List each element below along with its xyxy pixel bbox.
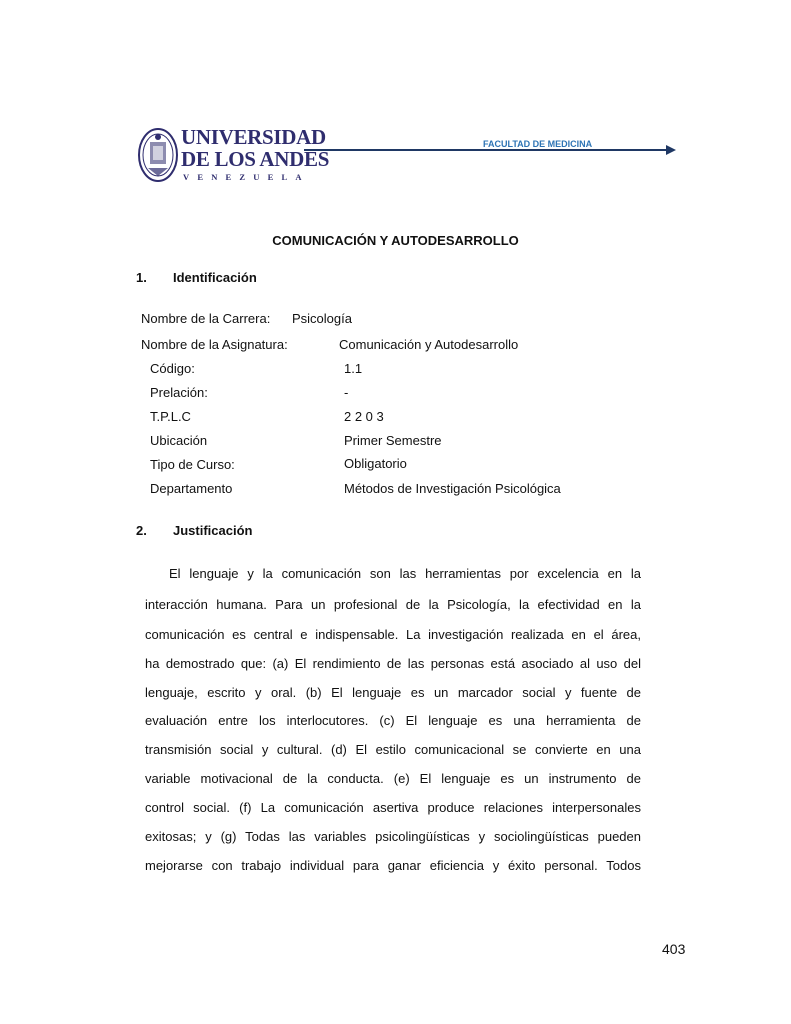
page-number: 403 xyxy=(662,941,686,957)
field-value: - xyxy=(344,385,349,400)
career-value: Psicología xyxy=(292,311,352,326)
document-title: COMUNICACIÓN Y AUTODESARROLLO xyxy=(272,233,519,248)
paragraph-line: evaluación entre los interlocutores. (c) El lenguaje es una herramienta de xyxy=(145,713,641,728)
career-label: Nombre de la Carrera: xyxy=(141,311,271,326)
paragraph-line: El lenguaje y la comunicación son las herramientas por excelencia en la xyxy=(169,566,641,581)
university-crest-icon xyxy=(138,128,178,182)
paragraph-line: exitosas; y (g) Todas las variables psicolingüísticas y sociolingüísticas pueden xyxy=(145,829,641,844)
field-label: Prelación: xyxy=(150,385,208,400)
subject-label: Nombre de la Asignatura: xyxy=(141,337,288,352)
section-1-number: 1. xyxy=(136,270,147,285)
field-label: Departamento xyxy=(150,481,233,496)
subject-value: Comunicación y Autodesarrollo xyxy=(339,337,519,352)
field-value: 2 2 0 3 xyxy=(344,409,384,424)
paragraph-line: interacción humana. Para un profesional de la Psicología, la efectividad en la xyxy=(145,597,641,612)
field-label: Código: xyxy=(150,361,195,376)
field-label: T.P.L.C xyxy=(150,409,191,424)
paragraph-line: lenguaje, escrito y oral. (b) El lenguaje es un marcador social y fuente de xyxy=(145,685,641,700)
paragraph-line: comunicación es central e indispensable. La investigación realizada en el área, xyxy=(145,627,641,642)
paragraph-line: transmisión social y cultural. (d) El estilo comunicacional se convierte en una xyxy=(145,742,641,757)
faculty-name: FACULTAD DE MEDICINA xyxy=(483,139,593,149)
logo-line-2: DE LOS ANDES xyxy=(181,147,330,171)
logo-line-3: VENEZUELA xyxy=(183,172,310,182)
field-value: 1.1 xyxy=(344,361,363,376)
field-label: Tipo de Curso: xyxy=(150,457,235,472)
field-label: Ubicación xyxy=(150,433,208,448)
field-value: Obligatorio xyxy=(344,456,407,471)
university-logo xyxy=(138,125,330,186)
logo-line-1: UNIVERSIDAD xyxy=(181,125,326,149)
section-1-title: Identificación xyxy=(173,270,257,285)
paragraph-line: ha demostrado que: (a) El rendimiento de las personas está asociado al uso del xyxy=(145,656,641,671)
section-2-number: 2. xyxy=(136,523,147,538)
section-2-title: Justificación xyxy=(173,523,253,538)
paragraph-line: variable motivacional de la conducta. (e) El lenguaje es un instrumento de xyxy=(145,771,641,786)
field-value: Métodos de Investigación Psicológica xyxy=(344,481,561,496)
paragraph-line: control social. (f) La comunicación asertiva produce relaciones interpersonales xyxy=(145,800,641,815)
paragraph-line: mejorarse con trabajo individual para ganar eficiencia y éxito personal. Todos xyxy=(145,858,641,873)
field-value: Primer Semestre xyxy=(344,433,442,448)
